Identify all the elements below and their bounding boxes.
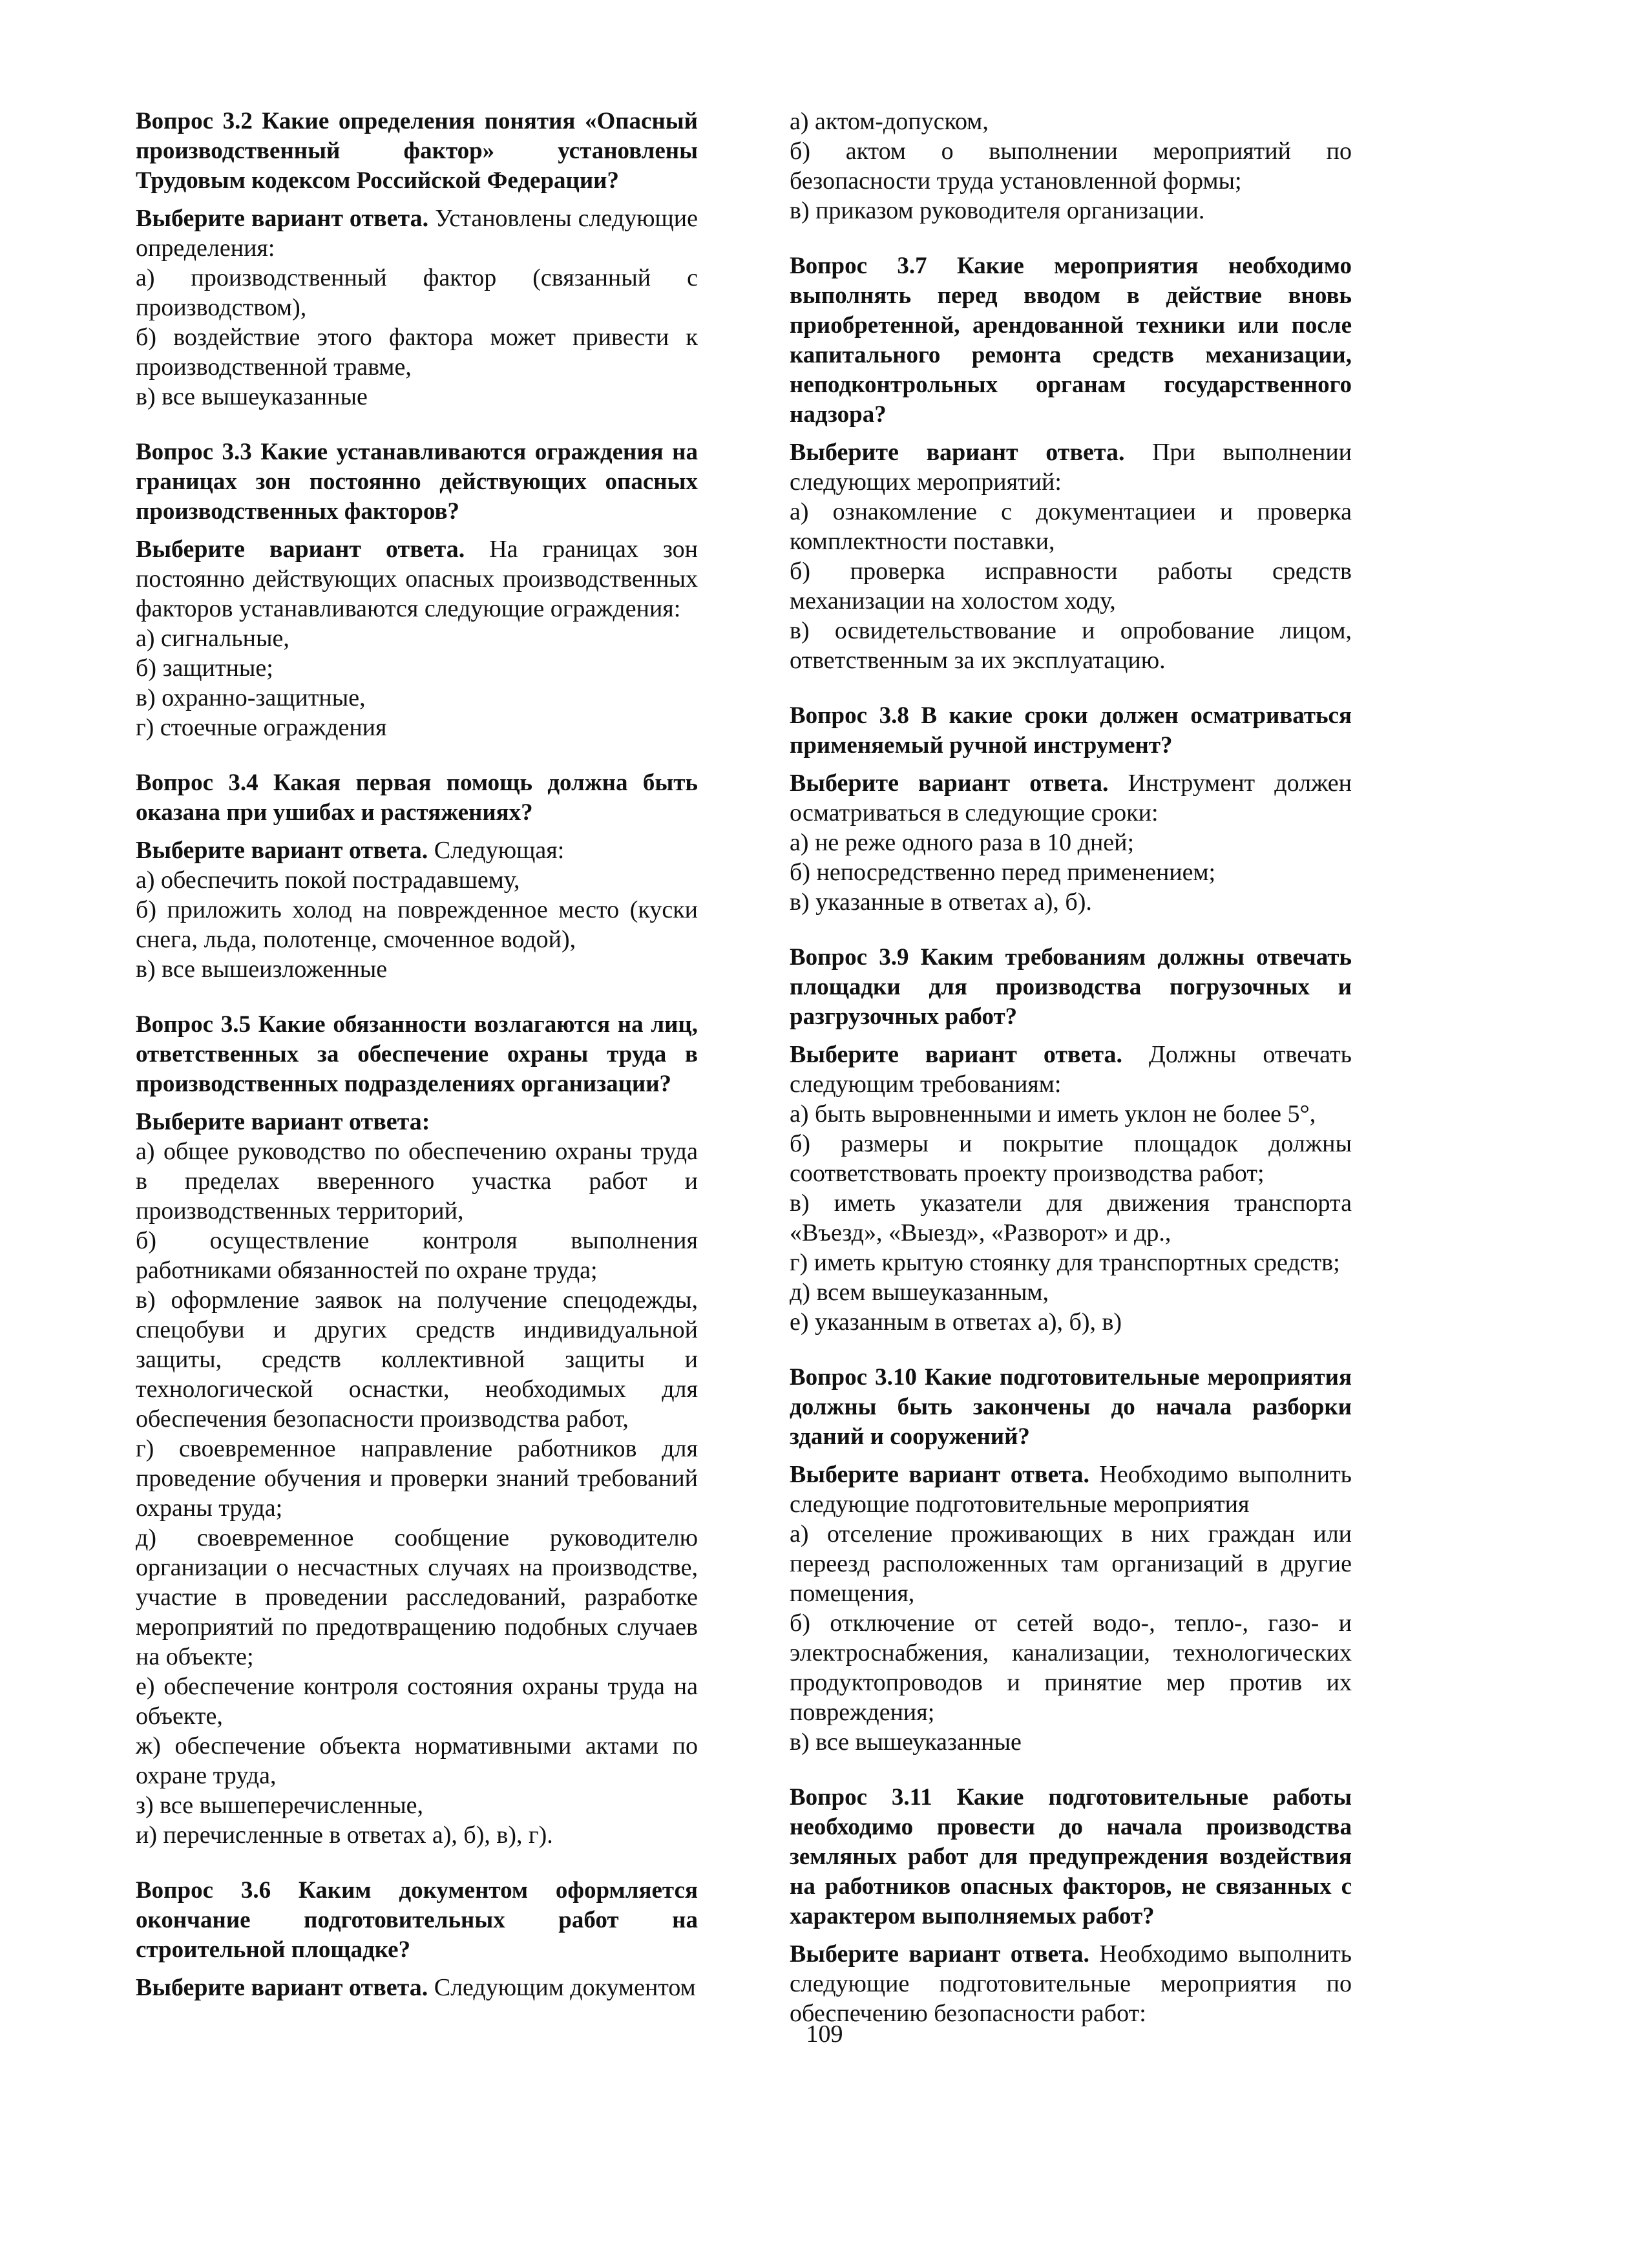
question-block — [790, 1783, 1352, 2028]
question-block — [790, 943, 1352, 1337]
answer-option: а) производственный фактор (связанный с производством), — [136, 264, 698, 321]
answer-prompt — [790, 1040, 1352, 1099]
answer-option: е) обеспечение контроля состояния охраны труда на объекте, — [136, 1673, 698, 1730]
answer-option: д) всем вышеуказанным, — [790, 1279, 1049, 1306]
answer-option: г) своевременное направление работников для проведение обучения и проверки знаний требований охраны труда; — [136, 1435, 698, 1522]
prompt-label: Выберите вариант ответа. — [136, 1974, 428, 2001]
prompt-text: Инструмент должен осматриваться в следующие сроки: — [790, 770, 1352, 826]
prompt-label: Выберите вариант ответа. — [790, 1041, 1123, 1068]
prompt-label: Выберите вариант ответа. — [790, 439, 1125, 466]
answer-option: а) обеспечить покой пострадавшему, — [136, 866, 520, 894]
answer-prompt — [136, 204, 698, 263]
answer-option: в) указанные в ответах а), б). — [790, 888, 1092, 916]
answer-option: б) приложить холод на поврежденное место (куски снега, льда, полотенце, смоченное водой), — [136, 896, 698, 953]
prompt-label: Выберите вариант ответа. — [136, 837, 428, 864]
answer-option: б) отключение от сетей водо-, тепло-, газо- и электроснабжения, канализации, технологических продуктопроводов и принятие мер против их повреждения; — [790, 1610, 1352, 1726]
question-title: Вопрос 3.7 Какие мероприятия необходимо выполнять перед вводом в действие вновь приобретенной, арендованной техники или после капитального ремонта средств механизации, неподконтрольных органам государственного надзора? — [790, 253, 1352, 428]
answer-option: а) отселение проживающих в них граждан или переезд расположенных там организаций в другие помещения, — [790, 1520, 1352, 1607]
prompt-text: Должны отвечать следующим требованиям: — [790, 1041, 1352, 1098]
prompt-text: Установлены следующие определения: — [136, 205, 698, 262]
question-block — [136, 1010, 698, 1850]
question-title: Вопрос 3.6 Каким документом оформляется окончание подготовительных работ на строительной площадке? — [136, 1877, 698, 1963]
answer-option: б) воздействие этого фактора может привести к производственной травме, — [136, 324, 698, 381]
answer-option: в) освидетельствование и опробование лицом, ответственным за их эксплуатацию. — [790, 617, 1352, 674]
question-block — [136, 768, 698, 984]
answer-option: в) приказом руководителя организации. — [790, 197, 1205, 224]
answer-option: е) указанным в ответах а), б), в) — [790, 1308, 1122, 1336]
question-title: Вопрос 3.9 Каким требованиям должны отвечать площадки для производства погрузочных и разгрузочных работ? — [790, 944, 1352, 1030]
answer-prompt — [136, 1973, 698, 2002]
answer-prompt — [136, 1107, 698, 1137]
question-block — [790, 107, 1352, 226]
answer-option: в) иметь указатели для движения транспорта «Въезд», «Выезд», «Разворот» и др., — [790, 1190, 1352, 1246]
question-block — [790, 251, 1352, 675]
prompt-text: Необходимо выполнить следующие подготовительные мероприятия по обеспечению безопасности работ: — [790, 1940, 1352, 2027]
answer-option: а) актом-допуском, — [790, 108, 989, 135]
answer-option: в) оформление заявок на получение спецодежды, спецобуви и других средств индивидуальной защиты, средств коллективной защиты и технологической оснастки, необходимых для обеспечения безопасности производства работ, — [136, 1286, 698, 1433]
question-title: Вопрос 3.8 В какие сроки должен осматриваться применяемый ручной инструмент? — [790, 702, 1352, 759]
right-column — [790, 107, 1352, 2054]
answer-option: а) ознакомление с документациеи и проверка комплектности поставки, — [790, 498, 1352, 555]
answer-option: а) быть выровненными и иметь уклон не более 5°, — [790, 1100, 1316, 1128]
answer-option: з) все вышеперечисленные, — [136, 1792, 424, 1819]
question-title: Вопрос 3.10 Какие подготовительные мероприятия должны быть закончены до начала разборки зданий и сооружений? — [790, 1364, 1352, 1450]
answer-option: б) защитные; — [136, 655, 273, 682]
answer-option: а) сигнальные, — [136, 625, 289, 652]
question-block — [790, 1363, 1352, 1757]
prompt-text: Необходимо выполнить следующие подготовительные мероприятия — [790, 1461, 1352, 1518]
answer-option: а) не реже одного раза в 10 дней; — [790, 829, 1135, 856]
prompt-label: Выберите вариант ответа. — [790, 770, 1109, 797]
prompt-text: При выполнении следующих мероприятий: — [790, 439, 1352, 496]
question-title: Вопрос 3.4 Какая первая помощь должна быть оказана при ушибах и растяжениях? — [136, 770, 698, 826]
answer-option: и) перечисленные в ответах а), б), в), г). — [136, 1822, 553, 1849]
answer-prompt — [136, 835, 698, 865]
answer-option: б) актом о выполнении мероприятий по безопасности труда установленной формы; — [790, 138, 1352, 194]
prompt-label: Выберите вариант ответа. — [136, 536, 465, 563]
left-column — [136, 107, 698, 2028]
prompt-label: Выберите вариант ответа. — [790, 1940, 1089, 1968]
answer-prompt — [790, 768, 1352, 828]
question-block — [136, 437, 698, 742]
answer-prompt — [790, 437, 1352, 497]
answer-option: ж) обеспечение объекта нормативными актами по охране труда, — [136, 1732, 698, 1789]
answer-prompt — [790, 1460, 1352, 1519]
question-block — [790, 701, 1352, 917]
prompt-label: Выберите вариант ответа. — [136, 205, 429, 232]
answer-option: д) своевременное сообщение руководителю организации о несчастных случаях на производстве, участие в проведении расследований, разработке мероприятий по предотвращению подобных случаев на объекте; — [136, 1524, 698, 1670]
question-title: Вопрос 3.5 Какие обязанности возлагаются на лиц, ответственных за обеспечение охраны труда в производственных подразделениях организации? — [136, 1011, 698, 1097]
answer-option: б) размеры и покрытие площадок должны соответствовать проекту производства работ; — [790, 1130, 1352, 1187]
question-block — [136, 107, 698, 412]
answer-option: в) охранно-защитные, — [136, 684, 366, 711]
prompt-text: На границах зон постоянно действующих опасных производственных факторов устанавливаются следующие ограждения: — [136, 536, 698, 622]
answer-option: а) общее руководство по обеспечению охраны труда в пределах вверенного участка работ и производственных территорий, — [136, 1138, 698, 1224]
question-title: Вопрос 3.2 Какие определения понятия «Опасный производственный фактор» установлены Трудовым кодексом Российской Федерации? — [136, 108, 698, 194]
prompt-label: Выберите вариант ответа: — [136, 1108, 430, 1135]
answer-option: б) проверка исправности работы средств механизации на холостом ходу, — [790, 558, 1352, 614]
question-title: Вопрос 3.11 Какие подготовительные работы необходимо провести до начала производства земляных работ для предупреждения воздействия на работников опасных факторов, не связанных с характером выполняемых работ? — [790, 1784, 1352, 1929]
answer-prompt — [790, 1939, 1352, 2028]
answer-option: г) стоечные ограждения — [136, 714, 387, 741]
answer-option: б) непосредственно перед применением; — [790, 859, 1216, 886]
answer-prompt — [136, 534, 698, 624]
answer-option: б) осуществление контроля выполнения работниками обязанностей по охране труда; — [136, 1227, 698, 1284]
answer-option: в) все вышеуказанные — [136, 383, 368, 410]
question-block — [136, 1876, 698, 2002]
prompt-text: Следующим документом — [428, 1974, 696, 2001]
question-title: Вопрос 3.3 Какие устанавливаются ограждения на границах зон постоянно действующих опасных производственных факторов? — [136, 439, 698, 525]
answer-option: в) все вышеуказанные — [790, 1728, 1022, 1756]
answer-option: в) все вышеизложенные — [136, 956, 388, 983]
prompt-text: Следующая: — [428, 837, 565, 864]
prompt-label: Выберите вариант ответа. — [790, 1461, 1089, 1488]
page-number: 109 — [806, 2021, 843, 2048]
answer-option: г) иметь крытую стоянку для транспортных средств; — [790, 1249, 1340, 1276]
